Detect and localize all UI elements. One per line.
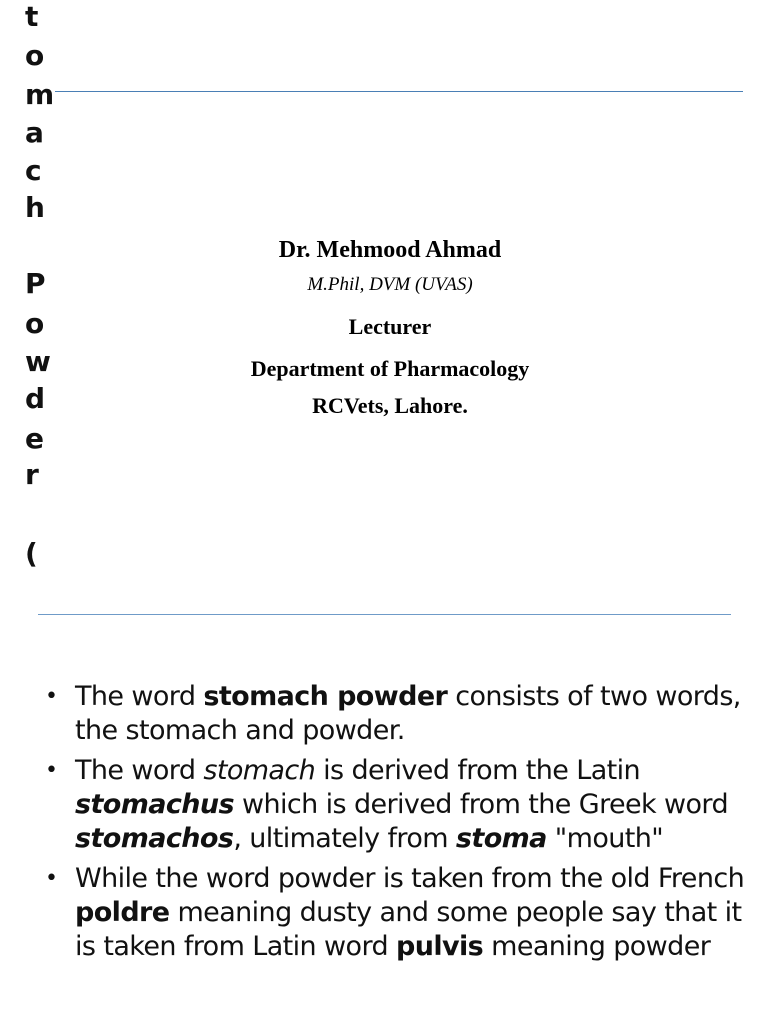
bold-italic-term: stoma <box>455 823 547 854</box>
bullet-text: While the word powder is taken from the old French <box>75 863 745 894</box>
bold-term: poldre <box>75 897 170 928</box>
title-letter: e <box>25 422 44 455</box>
title-letter: h <box>25 191 45 224</box>
title-letter: c <box>25 154 42 187</box>
bold-term: pulvis <box>396 931 484 962</box>
bullet-text: which is derived from the Greek word <box>234 789 728 820</box>
title-letter: ( <box>25 537 38 570</box>
bullet-text: The word <box>75 755 204 786</box>
title-letter: m <box>25 78 55 111</box>
bullet-text: consists of two words, the stomach and powder. <box>75 681 741 746</box>
bullet-icon: • <box>45 758 58 783</box>
content-slide <box>0 640 768 1024</box>
bullet-text: The word <box>75 681 204 712</box>
bullet-item <box>45 862 745 964</box>
bullet-text: , ultimately from <box>233 823 456 854</box>
title-letter: P <box>25 267 46 300</box>
bold-italic-term: stomachus <box>75 789 234 820</box>
bullet-text: meaning powder <box>483 931 711 962</box>
title-letter: o <box>25 39 45 72</box>
bottom-divider <box>38 614 731 615</box>
bullet-text: is derived from the Latin <box>315 755 641 786</box>
title-letter: a <box>25 116 44 149</box>
title-letter: d <box>25 382 46 415</box>
bullet-icon: • <box>45 684 58 709</box>
author-name: Dr. Mehmood Ahmad <box>278 237 502 263</box>
bullet-text: meaning dusty and some people say that it is taken from Latin word <box>75 897 742 962</box>
author-department: Department of Pharmacology <box>250 356 530 381</box>
title-letter: o <box>25 307 45 340</box>
author-block <box>210 234 570 428</box>
bullet-icon: • <box>45 866 58 891</box>
top-divider <box>55 91 743 92</box>
bullet-item <box>45 754 745 856</box>
bold-term: stomach powder <box>203 681 448 712</box>
bold-italic-term: stomachos <box>75 823 234 854</box>
title-letter: w <box>25 345 51 378</box>
bullet-item <box>45 680 745 748</box>
title-letter: r <box>25 458 39 491</box>
author-title: Lecturer <box>348 314 432 339</box>
bullet-list <box>45 680 745 970</box>
italic-term: stomach <box>203 755 316 786</box>
author-degree: M.Phil, DVM (UVAS) <box>307 274 473 295</box>
bullet-text: "mouth" <box>546 823 664 854</box>
title-letter: t <box>25 0 39 33</box>
author-institution: RCVets, Lahore. <box>312 393 468 418</box>
